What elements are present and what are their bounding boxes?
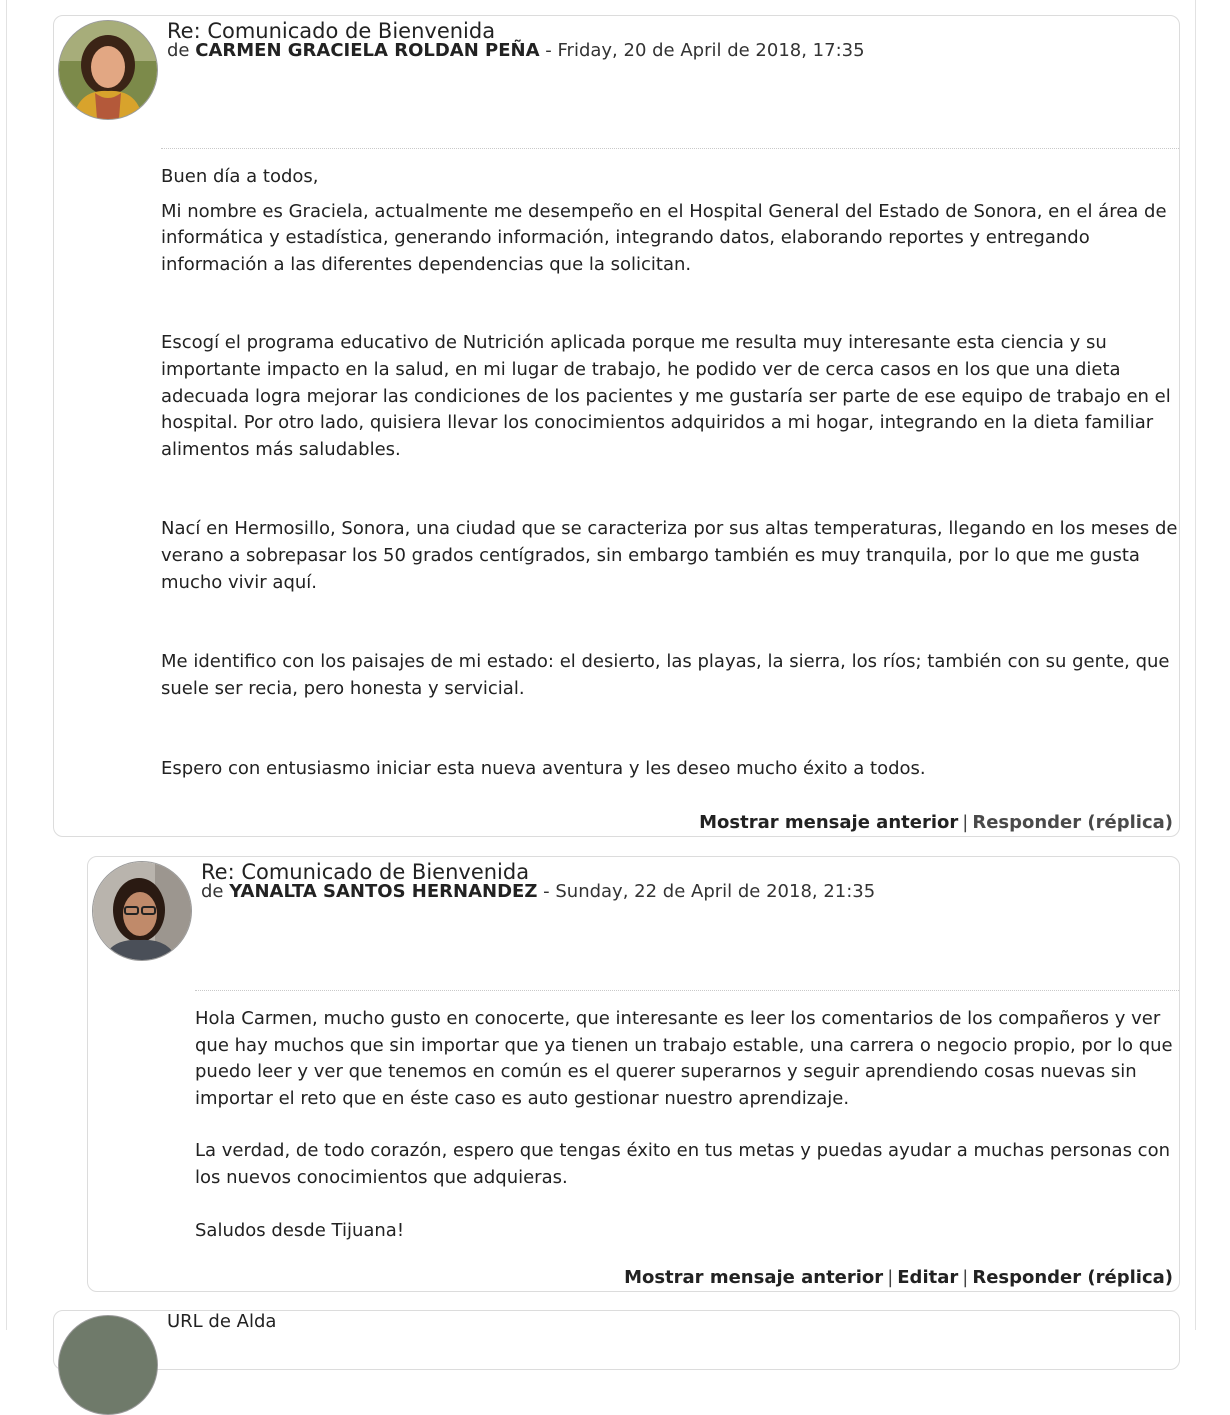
post-subject: Re: Comunicado de Bienvenida (201, 860, 530, 884)
reply-link[interactable]: Responder (réplica) (972, 1267, 1173, 1288)
header-divider (161, 148, 1179, 149)
forum-post (87, 856, 1180, 1292)
show-parent-link[interactable]: Mostrar mensaje anterior (624, 1267, 884, 1288)
post-date: Friday, 20 de April de 2018, 17:35 (557, 40, 865, 61)
avatar[interactable] (58, 20, 158, 120)
post-paragraph: Escogí el programa educativo de Nutrición aplicada porque me resulta muy interesante esta ciencia y su importante impacto en la salud, en mi lugar de trabajo, he podido ver de cerca casos en los que una dieta adecuada logra mejorar las condiciones de los pacientes y me gustaría ser parte de ese equipo de trabajo en el hospital. Por otro lado, quisiera llevar los conocimientos adquiridos a mi hogar, integrando en la dieta familiar alimentos más saludables. (161, 332, 1171, 460)
date-separator: - (545, 40, 552, 61)
post-content (161, 164, 1181, 783)
author-link[interactable]: YANALTA SANTOS HERNANDEZ (229, 881, 538, 902)
post-date: Sunday, 22 de April de 2018, 21:35 (555, 881, 876, 902)
date-separator: - (543, 881, 550, 902)
post-paragraph: Espero con entusiasmo iniciar esta nueva aventura y les deseo mucho éxito a todos. (161, 758, 926, 780)
post-paragraph: Hola Carmen, mucho gusto en conocerte, que interesante es leer los comentarios de los compañeros y ver que hay muchos que sin importar que ya tienen un trabajo estable, una carrera o negocio propio, por lo que puedo leer y ver que tenemos en común es el querer superarnos y seguir aprendiendo cosas nuevas sin importar el reto que en éste caso es auto gestionar nuestro aprendizaje. (195, 1008, 1173, 1109)
post-paragraph: Me identifico con los paisajes de mi estado: el desierto, las playas, la sierra, los ríos; también con su gente, que suele ser recia, pero honesta y servicial. (161, 651, 1170, 699)
post-subject: URL de Alda (167, 1311, 277, 1332)
byline-prefix: de (167, 40, 190, 61)
header-divider (195, 990, 1179, 991)
post-paragraph: Buen día a todos, (161, 166, 319, 187)
post-byline (201, 881, 875, 903)
show-parent-link[interactable]: Mostrar mensaje anterior (699, 812, 959, 833)
forum-post (53, 1310, 1180, 1370)
post-paragraph: La verdad, de todo corazón, espero que tengas éxito en tus metas y puedas ayudar a muchas personas con los nuevos conocimientos que adquieras. (195, 1140, 1170, 1188)
reply-link[interactable]: Responder (réplica) (972, 812, 1173, 833)
post-commands (624, 1267, 1173, 1288)
avatar-photo (93, 862, 191, 960)
avatar-photo (59, 21, 157, 119)
post-paragraph: Mi nombre es Graciela, actualmente me desempeño en el Hospital General del Estado de Sonora, en el área de informática y estadística, generando información, integrando datos, elaborando reportes y entregando información a las diferentes dependencias que la solicitan. (161, 200, 1167, 275)
command-separator: | (962, 1267, 969, 1288)
forum-post (53, 15, 1180, 837)
edit-link[interactable]: Editar (897, 1267, 959, 1288)
avatar[interactable] (58, 1315, 158, 1415)
post-content (195, 1006, 1181, 1244)
post-paragraph: Nací en Hermosillo, Sonora, una ciudad que se caracteriza por sus altas temperaturas, llegando en los meses de verano a sobrepasar los 50 grados centígrados, sin embargo también es muy tranquila, por lo que me gusta mucho vivir aquí. (161, 518, 1178, 593)
post-byline (167, 40, 865, 62)
post-commands (699, 812, 1173, 833)
post-subject: Re: Comunicado de Bienvenida (167, 19, 496, 43)
byline-prefix: de (201, 881, 224, 902)
command-separator: | (962, 812, 969, 833)
author-link[interactable]: CARMEN GRACIELA ROLDAN PEÑA (195, 40, 540, 61)
command-separator: | (887, 1267, 894, 1288)
post-paragraph: Saludos desde Tijuana! (195, 1219, 405, 1241)
avatar[interactable] (92, 861, 192, 961)
